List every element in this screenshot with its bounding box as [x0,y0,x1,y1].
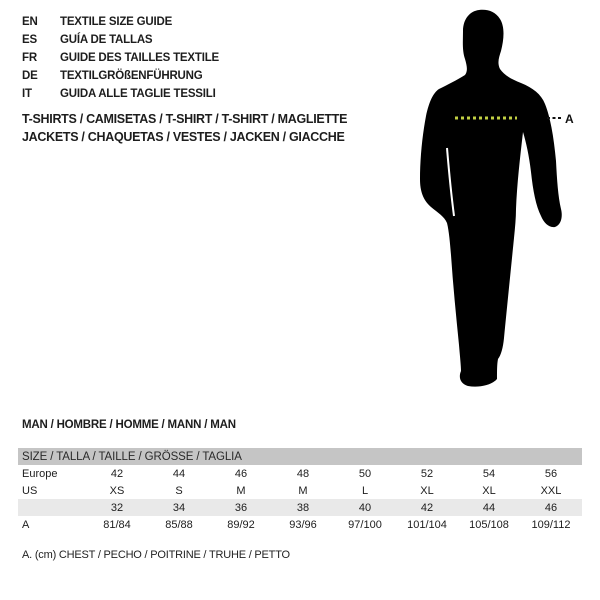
size-cell: XL [420,484,434,497]
man-silhouette-figure [400,0,600,400]
size-cell: 44 [172,467,186,480]
size-table-body [18,465,582,533]
size-cell: 42 [420,501,434,514]
category-line-jackets: JACKETS / CHAQUETAS / VESTES / JACKEN / GIACCHE [22,130,345,144]
language-code: ES [22,34,37,46]
measurement-footnote: A. (cm) CHEST / PECHO / POITRINE / TRUHE / PETTO [22,549,290,561]
category-line-tshirts: T-SHIRTS / CAMISETAS / T-SHIRT / T-SHIRT / MAGLIETTE [22,112,348,126]
language-row [22,13,219,31]
size-cell: 40 [358,501,372,514]
language-row [22,49,219,67]
language-list [22,13,219,103]
size-cell: 46 [544,501,558,514]
size-cell: XL [482,484,496,497]
table-row [18,516,582,533]
man-silhouette [420,10,562,387]
table-row [18,482,582,499]
size-cell: L [361,484,369,497]
language-code: EN [22,16,38,28]
size-table [18,448,582,533]
size-cell: S [175,484,183,497]
size-cell: 81/84 [103,518,131,531]
row-label: Europe [22,467,58,480]
size-cell: 44 [482,501,496,514]
measure-label-a: A [565,112,574,126]
language-row [22,85,219,103]
language-code: FR [22,52,37,64]
language-row [22,31,219,49]
size-cell: 48 [296,467,310,480]
size-cell: XS [109,484,125,497]
size-cell: 38 [296,501,310,514]
size-cell: 46 [234,467,248,480]
size-table-header: SIZE / TALLA / TAILLE / GRÖSSE / TAGLIA [18,448,582,465]
size-cell: 101/104 [407,518,447,531]
language-label: GUÍA DE TALLAS [60,34,153,46]
size-cell: M [236,484,246,497]
language-label: GUIDE DES TAILLES TEXTILE [60,52,219,64]
language-code: IT [22,88,32,100]
language-row [22,67,219,85]
language-label: TEXTILE SIZE GUIDE [60,16,173,28]
size-cell: 56 [544,467,558,480]
row-label: US [22,484,38,497]
size-cell: 85/88 [165,518,193,531]
size-cell: 32 [110,501,124,514]
size-cell: 89/92 [227,518,255,531]
language-label: TEXTILGRÖßENFÜHRUNG [60,70,203,82]
size-cell: M [298,484,308,497]
size-cell: 34 [172,501,186,514]
size-cell: 42 [110,467,124,480]
category-lines [22,110,347,146]
size-cell: 93/96 [289,518,317,531]
size-cell: 105/108 [469,518,509,531]
size-cell: 50 [358,467,372,480]
size-cell: 109/112 [531,518,571,531]
size-cell: 54 [482,467,496,480]
table-row [18,465,582,482]
table-row [18,499,582,516]
man-section-label: MAN / HOMBRE / HOMME / MANN / MAN [22,419,236,431]
language-code: DE [22,70,38,82]
size-cell: 36 [234,501,248,514]
language-label: GUIDA ALLE TAGLIE TESSILI [60,88,216,100]
size-cell: 52 [420,467,434,480]
size-cell: 97/100 [348,518,382,531]
row-label: A [22,518,30,531]
size-cell: XXL [540,484,562,497]
